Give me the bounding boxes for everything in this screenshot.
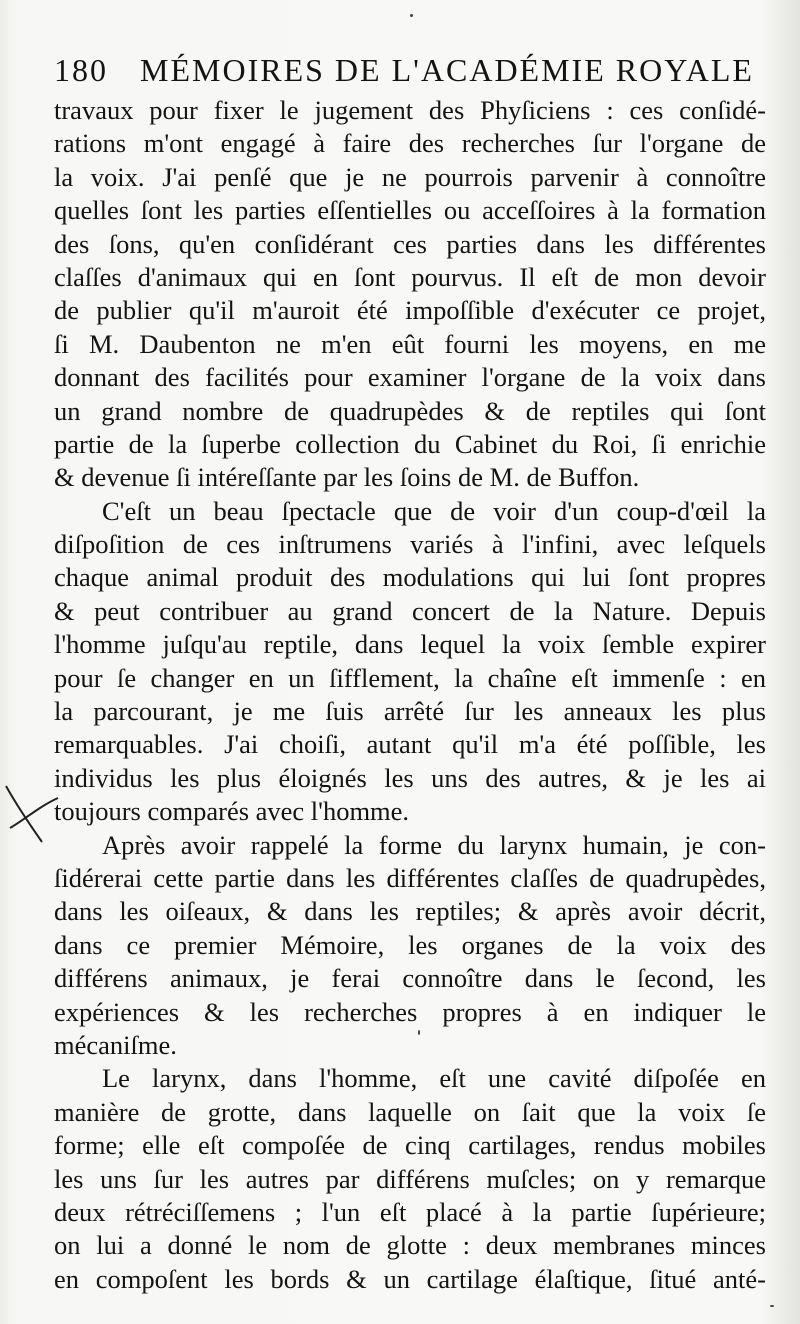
text-line: différens animaux, je ferai connoître dans le ſecond, les [54, 963, 766, 994]
text-line: diſpoſition de ces inſtrumens variés à l'infini, avec leſquels [54, 529, 766, 560]
paragraph [54, 495, 766, 829]
text-line: expériences & les recherches propres à en indiquer le [54, 996, 766, 1027]
running-title: MÉMOIRES DE L'ACADÉMIE ROYALE [140, 52, 754, 88]
text-line: & peut contribuer au grand concert de la Nature. Depuis [54, 595, 766, 626]
running-header [54, 52, 754, 92]
text-line: pour ſe changer en un ſifflement, la chaîne eſt immenſe : en [54, 662, 766, 693]
text-line: les uns ſur les autres par différens muſcles; on y remarque [54, 1163, 766, 1194]
text-line: & devenue ſi intéreſſante par les ſoins de M. de Buffon. [54, 462, 640, 493]
paper-speck [770, 1305, 774, 1307]
text-line: donnant des facilités pour examiner l'organe de la voix dans [54, 362, 766, 393]
text-line: partie de la ſuperbe collection du Cabinet du Roi, ſi enrichie [54, 428, 766, 459]
text-line: claſſes d'animaux qui en ſont pourvus. Il eſt de mon devoir [54, 261, 766, 292]
text-line: de publier qu'il m'auroit été impoſſible d'exécuter ce projet, [54, 295, 766, 326]
text-line: dans les oiſeaux, & dans les reptiles; & après avoir décrit, [54, 896, 766, 927]
text-line: on lui a donné le nom de glotte : deux membranes minces [54, 1230, 766, 1261]
page-number: 180 [54, 52, 108, 88]
text-line: des ſons, qu'en conſidérant ces parties dans les différentes [54, 228, 766, 259]
text-line: l'homme juſqu'au reptile, dans lequel la voix ſemble expirer [54, 629, 766, 660]
paper-speck [410, 14, 413, 17]
text-line: Après avoir rappelé la forme du larynx humain, je con- [102, 829, 766, 860]
body-text [54, 94, 766, 1296]
paragraph [54, 829, 766, 1063]
text-line: manière de grotte, dans laquelle on ſait que la voix ſe [54, 1096, 766, 1127]
text-line: ſidérerai cette partie dans les différentes claſſes de quadrupèdes, [54, 862, 766, 893]
text-line: un grand nombre de quadrupèdes & de reptiles qui ſont [54, 395, 766, 426]
text-line: individus les plus éloignés les uns des autres, & je les ai [54, 762, 766, 793]
text-line: toujours comparés avec l'homme. [54, 796, 410, 827]
text-line: deux rétréciſſemens ; l'un eſt placé à la partie ſupérieure; [54, 1196, 766, 1227]
text-line: chaque animal produit des modulations qui lui ſont propres [54, 562, 766, 593]
text-line: travaux pour fixer le jugement des Phyſiciens : ces conſidé- [54, 95, 766, 125]
text-line: la parcourant, je me ſuis arrêté ſur les anneaux les plus [54, 696, 766, 727]
text-line: dans ce premier Mémoire, les organes de la voix des [54, 929, 766, 960]
handwritten-cross-mark [2, 780, 62, 850]
paragraph [54, 1062, 766, 1296]
text-line: C'eſt un beau ſpectacle que de voir d'un coup-d'œil la [102, 495, 766, 526]
text-line: remarquables. J'ai choiſi, autant qu'il m'a été poſſible, les [54, 729, 766, 760]
text-line: ſi M. Daubenton ne m'en eût fourni les moyens, en me [54, 328, 766, 359]
text-line: la voix. J'ai penſé que je ne pourrois parvenir à connoître [54, 161, 766, 192]
paragraph [54, 94, 766, 495]
text-line: mécaniſme. [54, 1029, 177, 1060]
text-line: quelles ſont les parties eſſentielles ou acceſſoires à la formation [54, 195, 766, 226]
text-line: en compoſent les bords & un cartilage élaſtique, ſitué anté- [54, 1263, 766, 1294]
text-line: Le larynx, dans l'homme, eſt une cavité diſpoſée en [102, 1063, 766, 1094]
paper-speck [418, 1030, 420, 1035]
text-line: rations m'ont engagé à faire des recherches ſur l'organe de [54, 128, 766, 159]
text-line: forme; elle eſt compoſée de cinq cartilages, rendus mobiles [54, 1130, 766, 1161]
